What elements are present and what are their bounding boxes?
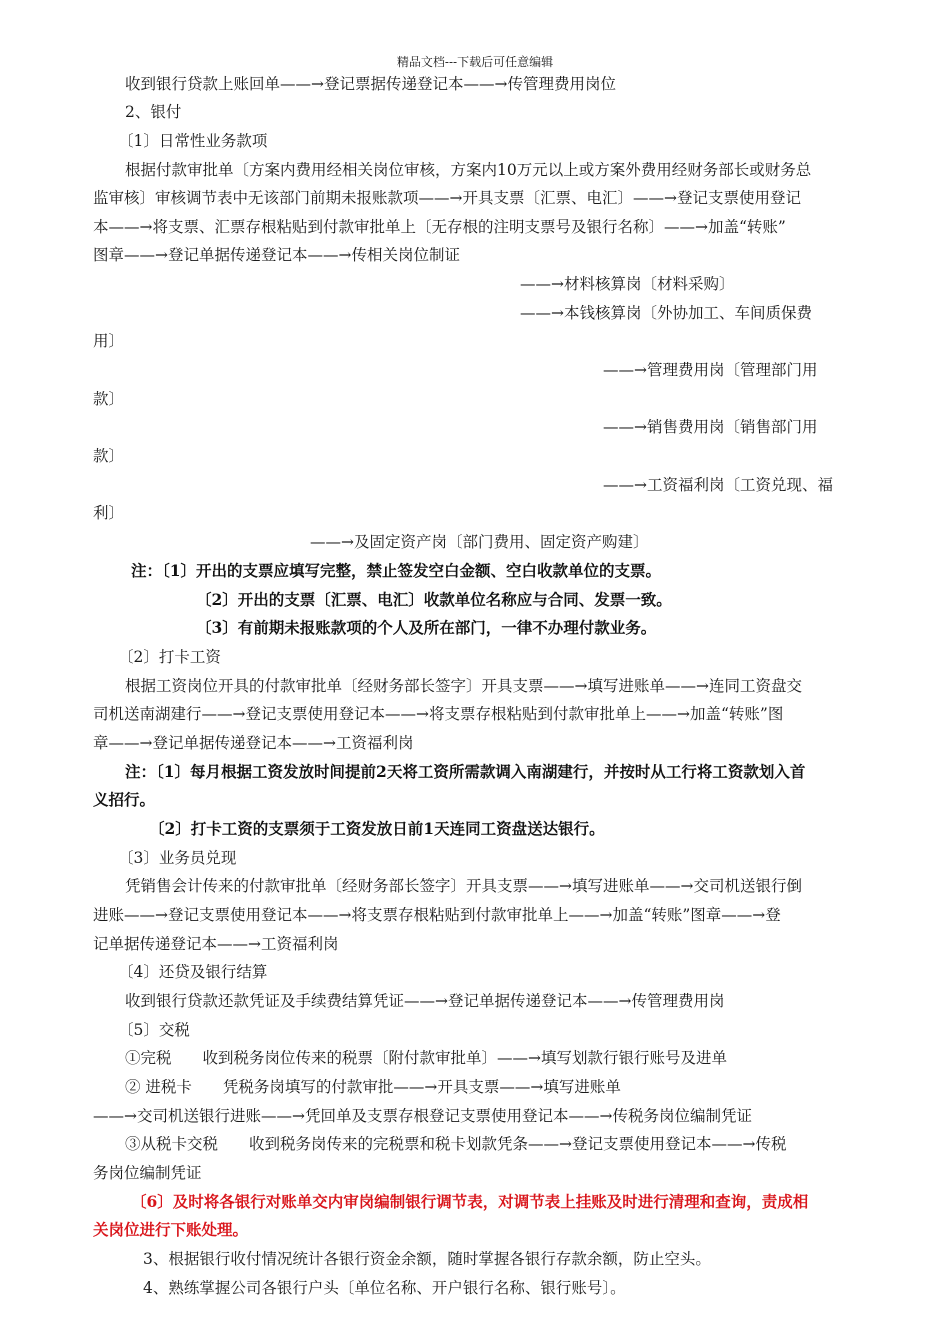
subsection-heading: 〔2〕打卡工资 (118, 648, 221, 666)
text-line: 款〕 (93, 447, 125, 465)
branch-line: ——→材料核算岗〔材料采购〕 (520, 275, 735, 293)
branch-line: ——→管理费用岗〔管理部门用 (603, 361, 818, 379)
text-line: 务岗位编制凭证 (93, 1164, 202, 1182)
page-header: 精品文档---下载后可任意编辑 (396, 55, 554, 69)
text-line: 司机送南湖建行——→登记支票使用登记本——→将支票存根粘贴到付款审批单上——→加盖“转账”图 (93, 705, 784, 723)
text-line: 利〕 (93, 504, 125, 522)
branch-line: ——→工资福利岗〔工资兑现、福 (603, 476, 833, 494)
text-line: 图章——→登记单据传递登记本——→传相关岗位制证 (93, 246, 460, 264)
text-line: 3、根据银行收付情况统计各银行资金余额，随时掌握各银行存款余额，防止空头。 (143, 1250, 711, 1268)
text-line: 用〕 (93, 332, 125, 350)
note-line: 〔2〕打卡工资的支票须于工资发放日前1天连同工资盘送达银行。 (149, 819, 605, 838)
branch-line: ——→及固定资产岗〔部门费用、固定资产购建〕 (310, 533, 649, 551)
highlight-line: 〔6〕及时将各银行对账单交内审岗编制银行调节表，对调节表上挂账及时进行清理和查询，责成相 (131, 1192, 809, 1211)
text-line: 本——→将支票、汇票存根粘贴到付款审批单上〔无存根的注明支票号及银行名称〕——→加盖“转账” (93, 218, 786, 236)
text-line: 凭销售会计传来的付款审批单〔经财务部长签字〕开具支票——→填写进账单——→交司机送银行倒 (125, 877, 802, 895)
text-line: 根据工资岗位开具的付款审批单〔经财务部长签字〕开具支票——→填写进账单——→连同工资盘交 (125, 677, 802, 695)
subsection-heading: 〔1〕日常性业务款项 (118, 132, 268, 150)
subsection-heading: 〔3〕业务员兑现 (118, 849, 237, 867)
note-line: 义招行。 (93, 790, 156, 809)
branch-line: ——→销售费用岗〔销售部门用 (603, 418, 818, 436)
text-line: 监审核〕审核调节表中无该部门前期未报账款项——→开具支票〔汇票、电汇〕——→登记支票使用登记 (93, 189, 801, 207)
text-line: 进账——→登记支票使用登记本——→将支票存根粘贴到付款审批单上——→加盖“转账”图章——→登 (93, 906, 781, 924)
text-line: 记单据传递登记本——→工资福利岗 (93, 935, 339, 953)
text-line: 款〕 (93, 390, 125, 408)
note-line: 注：〔1〕每月根据工资发放时间提前2天将工资所需款调入南湖建行，并按时从工行将工资款划入首 (125, 762, 806, 781)
text-line: 收到银行贷款还款凭证及手续费结算凭证——→登记单据传递登记本——→传管理费用岗 (125, 992, 725, 1010)
text-line: ①完税 收到税务岗位传来的税票〔附付款审批单〕——→填写划款行银行账号及进单 (125, 1049, 727, 1067)
text-line: 4、熟练掌握公司各银行户头〔单位名称、开户银行名称、银行账号〕。 (143, 1279, 626, 1297)
text-line: 章——→登记单据传递登记本——→工资福利岗 (93, 734, 414, 752)
subsection-heading: 〔4〕还贷及银行结算 (118, 963, 268, 981)
text-line: 根据付款审批单〔方案内费用经相关岗位审核，方案内10万元以上或方案外费用经财务部长或财务总 (125, 161, 812, 179)
note-line: 〔3〕有前期未报账款项的个人及所在部门，一律不办理付款业务。 (196, 618, 657, 637)
subsection-heading: 〔5〕交税 (118, 1021, 190, 1039)
section-heading: 2、银付 (125, 103, 182, 121)
note-line: 〔2〕开出的支票〔汇票、电汇〕收款单位名称应与合同、发票一致。 (196, 590, 672, 609)
text-line: 收到银行贷款上账回单——→登记票据传递登记本——→传管理费用岗位 (125, 75, 616, 93)
highlight-line: 关岗位进行下账处理。 (93, 1220, 249, 1239)
text-line: ③从税卡交税 收到税务岗传来的完税票和税卡划款凭条——→登记支票使用登记本——→传税 (125, 1135, 787, 1153)
note-line: 注：〔1〕开出的支票应填写完整，禁止签发空白金额、空白收款单位的支票。 (131, 561, 662, 580)
branch-line: ——→本钱核算岗〔外协加工、车间质保费 (520, 304, 812, 322)
text-line: ② 进税卡 凭税务岗填写的付款审批——→开具支票——→填写进账单 (125, 1078, 621, 1096)
text-line: ——→交司机送银行进账——→凭回单及支票存根登记支票使用登记本——→传税务岗位编制凭证 (93, 1107, 752, 1125)
